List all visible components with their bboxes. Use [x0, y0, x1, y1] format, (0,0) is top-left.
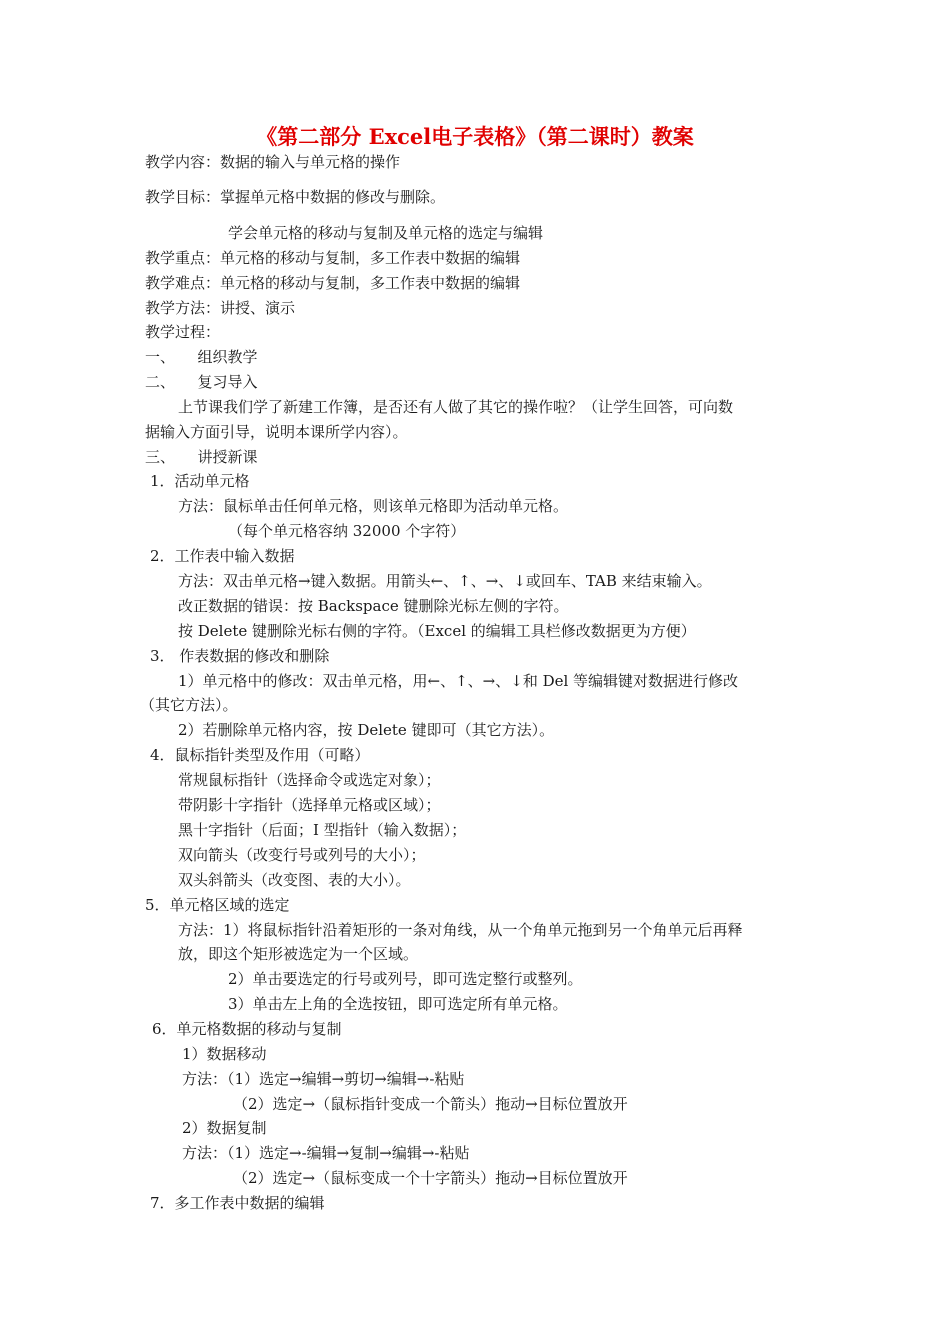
text-line: 教学内容：数据的输入与单元格的操作 [145, 153, 401, 171]
text-line: 改正数据的错误：按 Backspace 键删除光标左侧的字符。 [178, 597, 569, 615]
text-line: 据输入方面引导，说明本课所学内容）。 [145, 423, 408, 441]
text-line: 2）单击要选定的行号或列号，即可选定整行或整列。 [228, 970, 583, 988]
item-heading: 3． 作表数据的修改和删除 [150, 647, 330, 665]
text-line: 方法：（1）选定→编辑→剪切→编辑→-粘贴 [182, 1070, 465, 1088]
text-line: （每个单元格容纳 32000 个字符） [228, 522, 466, 540]
text-line: 2）数据复制 [182, 1119, 267, 1137]
text-line: 1）数据移动 [182, 1045, 267, 1063]
item-heading: 5．单元格区域的选定 [145, 896, 290, 914]
text-line: 3）单击左上角的全选按钮，即可选定所有单元格。 [228, 995, 568, 1013]
text-line: （2）选定→（鼠标变成一个十字箭头）拖动→目标位置放开 [233, 1169, 628, 1187]
text-line: 方法：鼠标单击任何单元格，则该单元格即为活动单元格。 [178, 497, 569, 515]
text-line: （其它方法）。 [140, 696, 238, 714]
text-line: 学会单元格的移动与复制及单元格的选定与编辑 [228, 224, 544, 242]
section-heading: 二、 复习导入 [145, 373, 258, 391]
text-line: 方法：（1）选定→-编辑→复制→编辑→-粘贴 [182, 1144, 470, 1162]
text-line: 方法：双击单元格→键入数据。用箭头←、↑、→、↓或回车、TAB 来结束输入。 [178, 572, 712, 590]
item-heading: 7．多工作表中数据的编辑 [150, 1194, 325, 1212]
item-heading: 6．单元格数据的移动与复制 [152, 1020, 342, 1038]
text-line: 黑十字指针（后面；I 型指针（输入数据）； [178, 821, 467, 839]
document-title: 《第二部分 Excel电子表格》（第二课时）教案 [256, 124, 694, 149]
text-line: 按 Delete 键删除光标右侧的字符。（Excel 的编辑工具栏修改数据更为方便） [178, 622, 696, 640]
text-line: 放，即这个矩形被选定为一个区域。 [178, 945, 419, 963]
text-line: （2）选定→（鼠标指针变成一个箭头）拖动→目标位置放开 [233, 1095, 628, 1113]
text-line: 方法：1）将鼠标指针沿着矩形的一条对角线，从一个角单元拖到另一个角单元后再释 [178, 921, 743, 939]
text-line: 教学过程： [145, 323, 221, 341]
text-line: 教学难点：单元格的移动与复制，多工作表中数据的编辑 [145, 274, 521, 292]
text-line: 1）单元格中的修改：双击单元格，用←、↑、→、↓和 Del 等编辑键对数据进行修改 [178, 672, 739, 690]
text-line: 上节课我们学了新建工作簿，是否还有人做了其它的操作啦？（让学生回答，可向数 [178, 398, 734, 416]
text-line: 教学重点：单元格的移动与复制，多工作表中数据的编辑 [145, 249, 521, 267]
text-line: 双向箭头（改变行号或列号的大小）； [178, 846, 426, 864]
item-heading: 1．活动单元格 [150, 472, 250, 490]
text-line: 常规鼠标指针（选择命令或选定对象）； [178, 771, 441, 789]
text-line: 带阴影十字指针（选择单元格或区域）； [178, 796, 441, 814]
item-heading: 4．鼠标指针类型及作用（可略） [150, 746, 370, 764]
section-heading: 一、 组织教学 [145, 348, 258, 366]
item-heading: 2．工作表中输入数据 [150, 547, 295, 565]
section-heading: 三、 讲授新课 [145, 448, 258, 466]
text-line: 2）若删除单元格内容，按 Delete 键即可（其它方法）。 [178, 721, 555, 739]
text-line: 双头斜箭头（改变图、表的大小）。 [178, 871, 411, 889]
text-line: 教学方法：讲授、演示 [145, 299, 296, 317]
text-line: 教学目标：掌握单元格中数据的修改与删除。 [145, 188, 446, 206]
